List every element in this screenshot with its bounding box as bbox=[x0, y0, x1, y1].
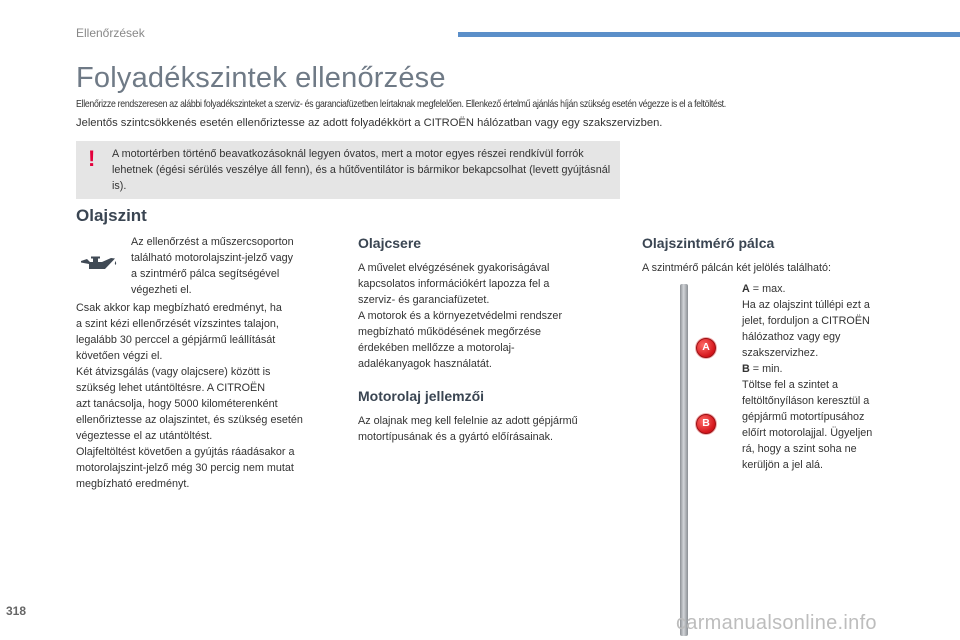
intro-paragraph: Ellenőrizze rendszeresen az alábbi folyadékszinteket a szerviz- és garanciafüzetben leírtaknak megfelelően. Ellenkező értelmű ajánlás híján szükség esetén végezze is el a feltöltést. bbox=[76, 99, 726, 110]
header-accent-bar bbox=[458, 32, 960, 37]
oil-level-line: végeztesse el az utántöltést. bbox=[76, 430, 213, 442]
mark-b-line: gépjármű motortípusához bbox=[742, 411, 865, 423]
oil-level-line: megbízható eredményt. bbox=[76, 478, 190, 490]
oil-level-heading: Olajszint bbox=[76, 206, 147, 225]
section-label: Ellenőrzések bbox=[76, 26, 145, 40]
mark-b-value: = min. bbox=[749, 363, 783, 375]
oil-grade-body bbox=[358, 413, 628, 445]
oil-change-line: A művelet elvégzésének gyakoriságával bbox=[358, 262, 550, 274]
mark-a-caption bbox=[742, 281, 942, 297]
warning-text: A motortérben történő beavatkozásoknál legyen óvatos, mert a motor egyes részei rendkívül forrók lehetnek (égési sérülés veszélye áll fenn), és a hűtőventilátor is bármikor bekapcsolhat (levett gyújtásnál is). bbox=[112, 148, 611, 192]
dipstick-heading: Olajszintmérő pálca bbox=[642, 235, 775, 251]
oil-level-line: azt tanácsolja, hogy 5000 kilométerenként bbox=[76, 398, 278, 410]
oil-level-line: Csak akkor kap megbízható eredményt, ha bbox=[76, 302, 282, 314]
mark-a-line: Ha az olajszint túllépi ezt a bbox=[742, 299, 870, 311]
oil-change-body bbox=[358, 260, 620, 372]
mark-a-line: jelet, forduljon a CITROËN bbox=[742, 315, 870, 327]
oil-level-icon-line: a szintmérő pálca segítségével bbox=[131, 268, 280, 280]
oil-can-icon bbox=[78, 252, 118, 274]
oil-change-line: szerviz- és garanciafüzetet. bbox=[358, 294, 490, 306]
intro-note: Jelentős szintcsökkenés esetén ellenőriztesse az adott folyadékkört a CITROËN hálózatban vagy egy szakszervizben. bbox=[76, 117, 663, 129]
mark-a-value: = max. bbox=[749, 283, 786, 295]
oil-level-icon-text bbox=[131, 234, 331, 298]
oil-change-line: A motorok és a környezetvédelmi rendszer bbox=[358, 310, 563, 322]
mark-b-line: kerüljön a jel alá. bbox=[742, 459, 824, 471]
oil-level-line: Olajfeltöltést követően a gyújtás ráadásakor a bbox=[76, 446, 295, 458]
oil-level-icon-line: Az ellenőrzést a műszercsoporton bbox=[131, 236, 294, 248]
mark-a-line: hálózathoz vagy egy bbox=[742, 331, 841, 343]
oil-level-line: Két átvizsgálás (vagy olajcsere) között is bbox=[76, 366, 271, 378]
mark-b-badge: B bbox=[696, 414, 716, 434]
mark-b-line: rá, hogy a szint soha ne bbox=[742, 443, 857, 455]
mark-a-letter: A bbox=[742, 283, 750, 295]
mark-b-line: előírt motorolajjal. Ügyeljen bbox=[742, 427, 873, 439]
mark-b-line: feltöltőnyíláson keresztül a bbox=[742, 395, 870, 407]
oil-level-line: ellenőriztesse az olajszintet, és szükség esetén bbox=[76, 414, 303, 426]
warning-exclamation-icon: ! bbox=[88, 146, 96, 171]
oil-grade-line: motortípusának és a gyártó előírásainak. bbox=[358, 431, 554, 443]
mark-b-line: Töltse fel a szintet a bbox=[742, 379, 839, 391]
watermark: carmanualsonline.info bbox=[676, 612, 877, 634]
page-title: Folyadékszintek ellenőrzése bbox=[76, 62, 446, 94]
oil-change-line: kapcsolatos információkért lapozza fel a bbox=[358, 278, 550, 290]
oil-change-line: megbízható működésének megőrzése bbox=[358, 326, 542, 338]
oil-level-line: követően végzi el. bbox=[76, 350, 163, 362]
oil-level-body bbox=[76, 300, 338, 492]
oil-change-heading: Olajcsere bbox=[358, 235, 422, 251]
mark-a-badge: A bbox=[696, 338, 716, 358]
oil-level-line: szükség lehet utántöltésre. A CITROËN bbox=[76, 382, 266, 394]
oil-level-line: legalább 30 perccel a gépjármű leállítását bbox=[76, 334, 276, 346]
page-number: 318 bbox=[6, 604, 27, 618]
mark-a-line: szakszervizhez. bbox=[742, 347, 819, 359]
oil-level-icon-line: található motorolajszint-jelző vagy bbox=[131, 252, 294, 264]
oil-change-line: adalékanyagok használatát. bbox=[358, 358, 492, 370]
oil-level-icon-line: végezheti el. bbox=[131, 284, 192, 296]
dipstick-illustration bbox=[680, 284, 688, 636]
oil-change-line: érdekében mellőzze a motorolaj- bbox=[358, 342, 515, 354]
dipstick-intro: A szintmérő pálcán két jelölés található: bbox=[642, 262, 832, 274]
mark-b-caption bbox=[742, 361, 942, 377]
mark-b-letter: B bbox=[742, 363, 750, 375]
oil-grade-line: Az olajnak meg kell felelnie az adott gépjármű bbox=[358, 415, 578, 427]
oil-grade-heading: Motorolaj jellemzői bbox=[358, 388, 485, 404]
oil-level-line: motorolajszint-jelző még 30 percig nem mutat bbox=[76, 462, 294, 474]
warning-box bbox=[76, 141, 620, 199]
oil-level-line: a szint kézi ellenőrzését vízszintes talajon, bbox=[76, 318, 279, 330]
dipstick-marks-text bbox=[742, 281, 942, 473]
